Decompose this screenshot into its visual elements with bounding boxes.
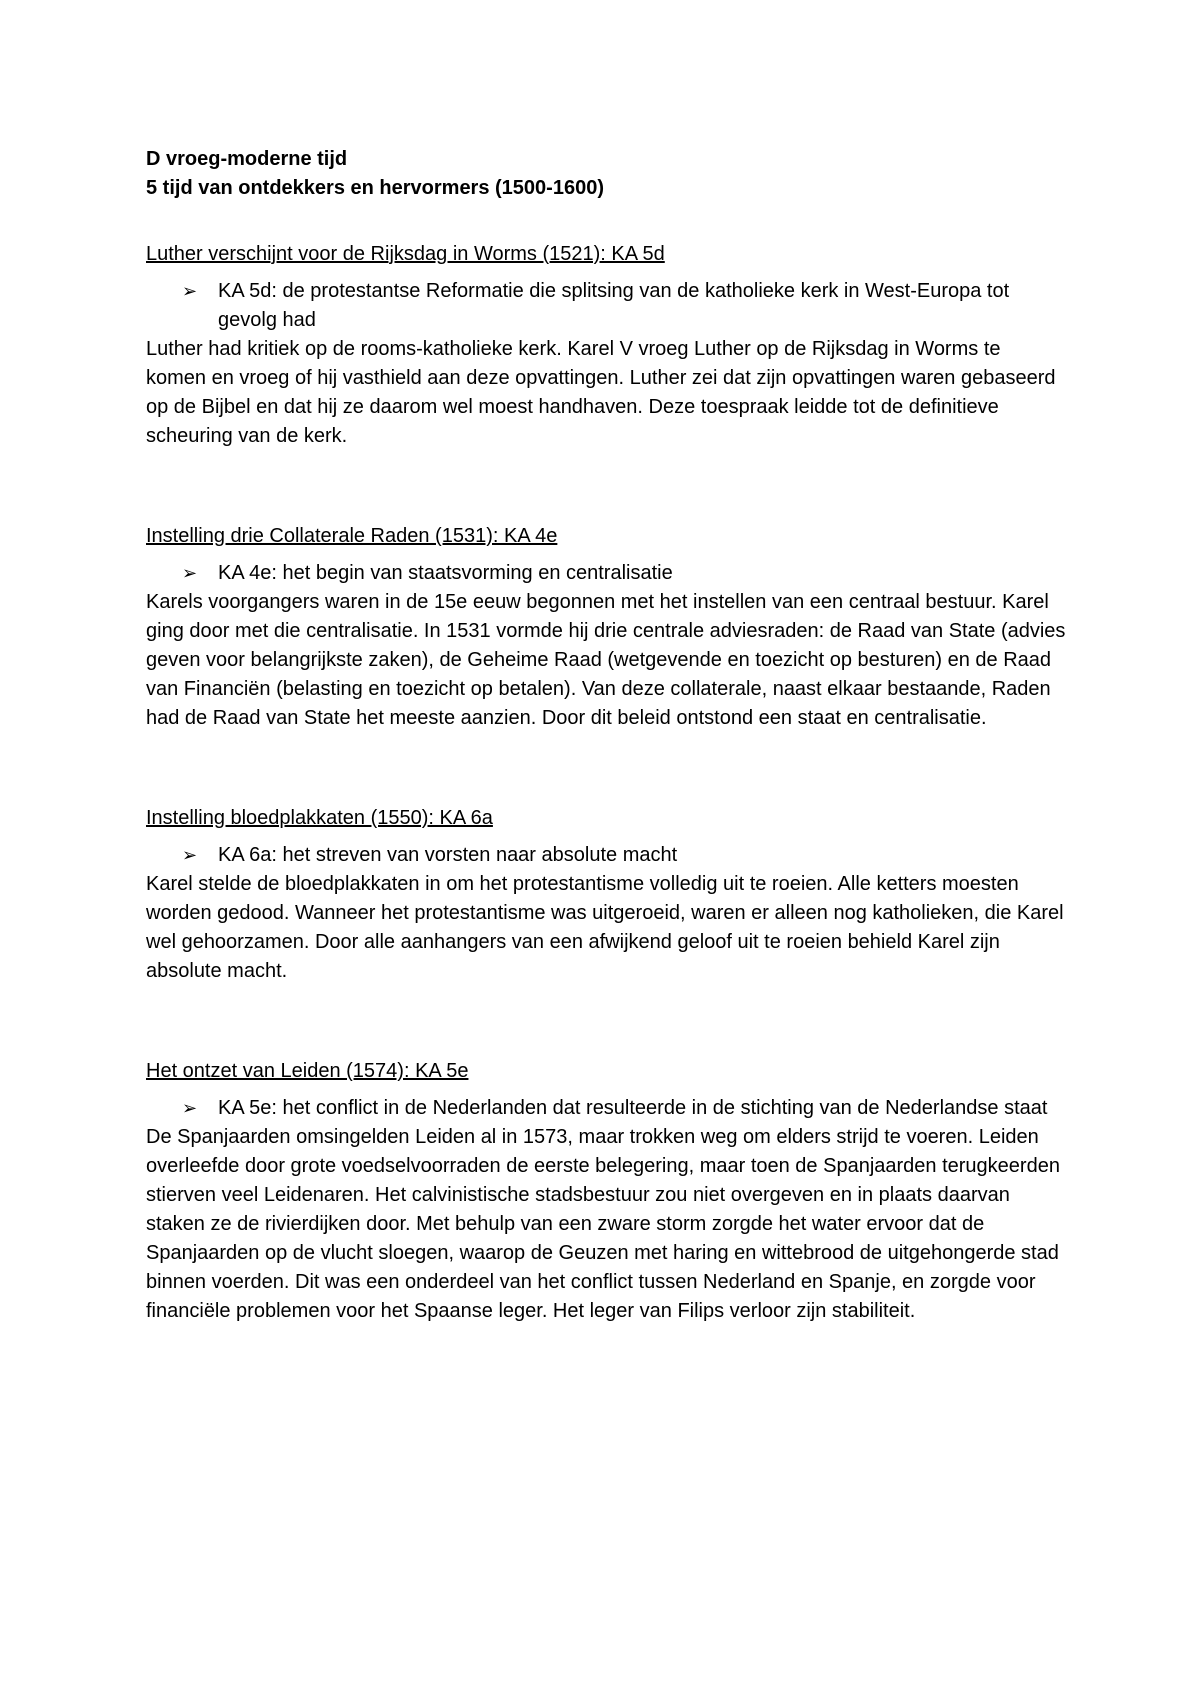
arrow-bullet-icon: ➢ <box>182 1098 198 1118</box>
section-body: De Spanjaarden omsingelden Leiden al in 1573, maar trokken weg om elders strijd te voeren. Leiden overleefde door grote voedselvoorraden de eerste belegering, maar toen de Spanjaarden terugkeerden stierven veel Leidenaren. Het calvinistische stadsbestuur zou niet overgeven en in plaats daarvan staken ze de rivierdijken door. Met behulp van een zware storm zorgde het water ervoor dat de Spanjaarden op de vlucht sloegen, waarop de Geuzen met haring en wittebrood de uitgehongerde stad binnen voerden. Dit was een onderdeel van het conflict tussen Nederland en Spanje, en zorgde voor financiële problemen voor het Spaanse leger. Het leger van Filips verloor zijn stabiliteit. <box>146 1126 1060 1322</box>
bullet-item <box>146 841 1066 870</box>
section-ontzet-leiden <box>146 1057 1066 1326</box>
section-bloedplakkaten <box>146 804 1066 986</box>
section-collaterale-raden <box>146 522 1066 733</box>
section-heading: Het ontzet van Leiden (1574): KA 5e <box>146 1060 469 1082</box>
arrow-bullet-icon: ➢ <box>182 563 198 583</box>
arrow-bullet-icon: ➢ <box>182 845 198 865</box>
section-luther-worms <box>146 240 1066 451</box>
section-body: Karel stelde de bloedplakkaten in om het protestantisme volledig uit te roeien. Alle ketters moesten worden gedood. Wanneer het protestantisme was uitgeroeid, waren er alleen nog katholieken, die Karel wel gehoorzamen. Door alle aanhangers van een afwijkend geloof uit te roeien behield Karel zijn absolute macht. <box>146 873 1064 982</box>
section-heading: Instelling bloedplakkaten (1550): KA 6a <box>146 807 493 829</box>
section-heading: Luther verschijnt voor de Rijksdag in Worms (1521): KA 5d <box>146 243 665 265</box>
section-body: Karels voorgangers waren in de 15e eeuw begonnen met het instellen van een centraal bestuur. Karel ging door met die centralisatie. In 1531 vormde hij drie centrale adviesraden: de Raad van State (advies geven voor belangrijkste zaken), de Geheime Raad (wetgevende en toezicht op besturen) en de Raad van Financiën (belasting en toezicht op betalen). Van deze collaterale, naast elkaar bestaande, Raden had de Raad van State het meeste aanzien. Door dit beleid ontstond een staat en centralisatie. <box>146 591 1066 729</box>
bullet-text: KA 5e: het conflict in de Nederlanden dat resulteerde in de stichting van de Nederlandse staat <box>218 1097 1048 1119</box>
bullet-text: KA 4e: het begin van staatsvorming en centralisatie <box>218 562 673 584</box>
document-title-line-2: 5 tijd van ontdekkers en hervormers (1500-1600) <box>146 177 604 199</box>
document-page <box>146 145 1066 1326</box>
document-title-line-1: D vroeg-moderne tijd <box>146 148 348 170</box>
bullet-item <box>146 559 1066 588</box>
bullet-item <box>146 1094 1066 1123</box>
section-body: Luther had kritiek op de rooms-katholieke kerk. Karel V vroeg Luther op de Rijksdag in Worms te komen en vroeg of hij vasthield aan deze opvattingen. Luther zei dat zijn opvattingen waren gebaseerd op de Bijbel en dat hij ze daarom wel moest handhaven. Deze toespraak leidde tot de definitieve scheuring van de kerk. <box>146 338 1056 447</box>
bullet-text: KA 5d: de protestantse Reformatie die splitsing van de katholieke kerk in West-Europa tot gevolg had <box>218 280 1010 331</box>
bullet-text: KA 6a: het streven van vorsten naar absolute macht <box>218 844 678 866</box>
arrow-bullet-icon: ➢ <box>182 281 198 301</box>
bullet-item <box>146 277 1066 335</box>
section-heading: Instelling drie Collaterale Raden (1531): KA 4e <box>146 525 558 547</box>
